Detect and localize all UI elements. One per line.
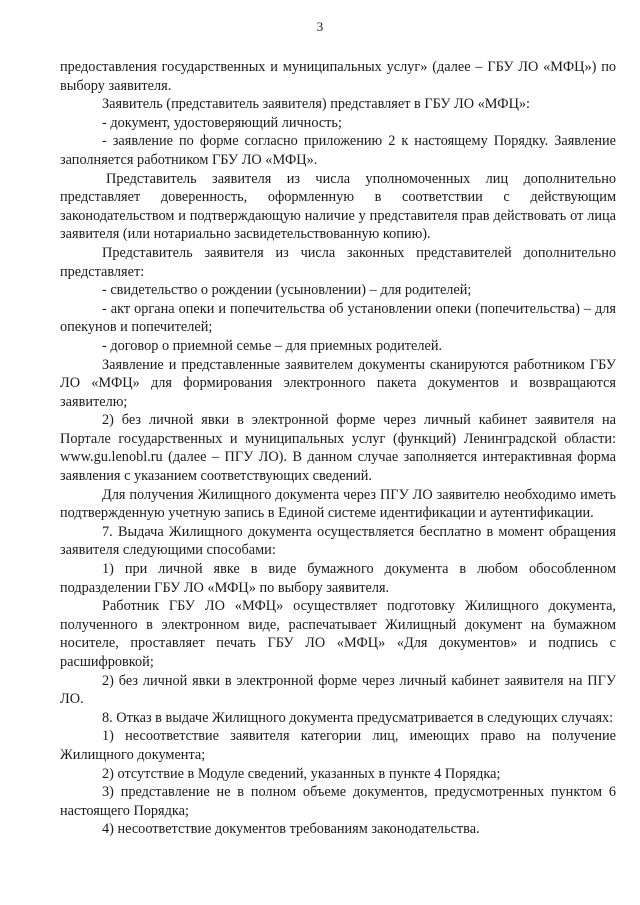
paragraph: Представитель заявителя из числа законных представителей дополнительно представляет: (60, 244, 616, 280)
paragraph: - акт органа опеки и попечительства об установлении опеки (попечительства) – для опекунов и попечителей; (60, 300, 616, 336)
paragraph: 4) несоответствие документов требованиям законодательства. (102, 821, 480, 838)
paragraph: - свидетельство о рождении (усыновлении) – для родителей; (102, 282, 472, 299)
paragraph: 8. Отказ в выдаче Жилищного документа предусматривается в следующих случаях: (102, 709, 614, 726)
paragraph: предоставления государственных и муниципальных услуг» (далее – ГБУ ЛО «МФЦ») по выбору заявителя. (60, 59, 616, 94)
paragraph: - договор о приемной семье – для приемных родителей. (102, 337, 443, 354)
paragraph: Заявитель (представитель заявителя) представляет в ГБУ ЛО «МФЦ»: (102, 96, 531, 113)
paragraph: 2) без личной явки в электронной форме через личный кабинет заявителя на Портале государственных и муниципальных услуг (функций) Ленинградской области: www.gu.lenobl.ru (далее – ПГУ ЛО). В данном случае заполняется интерактивная форма заявления с указанием соответствующих сведений. (60, 412, 616, 485)
paragraph: Работник ГБУ ЛО «МФЦ» осуществляет подготовку Жилищного документа, полученного в электронном виде, распечатывает Жилищный документ на бумажном носителе, проставляет печать ГБУ ЛО «МФЦ» «Для документов» и подпись с расшифровкой; (60, 598, 616, 670)
paragraph: 1) несоответствие заявителя категории лиц, имеющих право на получение Жилищного документа; (60, 728, 616, 763)
paragraph: Представитель заявителя из числа уполномоченных лиц дополнительно представляет доверенность, оформленную в соответствии с действующим законодательством и подтверждающую наличие у представителя прав действовать от лица заявителя (или нотариально засвидетельствованную копию). (60, 170, 616, 243)
document-body (60, 58, 616, 839)
paragraph: Для получения Жилищного документа через ПГУ ЛО заявителю необходимо иметь подтвержденную учетную запись в Единой системе идентификации и аутентификации. (60, 486, 616, 522)
paragraph: 3) представление не в полном объеме документов, предусмотренных пунктом 6 настоящего Порядка; (60, 784, 616, 819)
paragraph: - заявление по форме согласно приложению 2 к настоящему Порядку. Заявление заполняется работником ГБУ ЛО «МФЦ». (60, 133, 616, 168)
paragraph: 7. Выдача Жилищного документа осуществляется бесплатно в момент обращения заявителя следующими способами: (60, 523, 616, 559)
page-number: 3 (316, 19, 324, 34)
paragraph: 1) при личной явке в виде бумажного документа в любом обособленном подразделении ГБУ ЛО «МФЦ» по выбору заявителя. (60, 561, 616, 596)
paragraph: 2) без личной явки в электронной форме через личный кабинет заявителя на ПГУ ЛО. (60, 672, 616, 708)
paragraph: 2) отсутствие в Модуле сведений, указанных в пункте 4 Порядка; (102, 765, 501, 782)
paragraph: Заявление и представленные заявителем документы сканируются работником ГБУ ЛО «МФЦ» для формирования электронного пакета документов и возвращаются заявителю; (60, 356, 616, 410)
paragraph: - документ, удостоверяющий личность; (102, 114, 342, 131)
